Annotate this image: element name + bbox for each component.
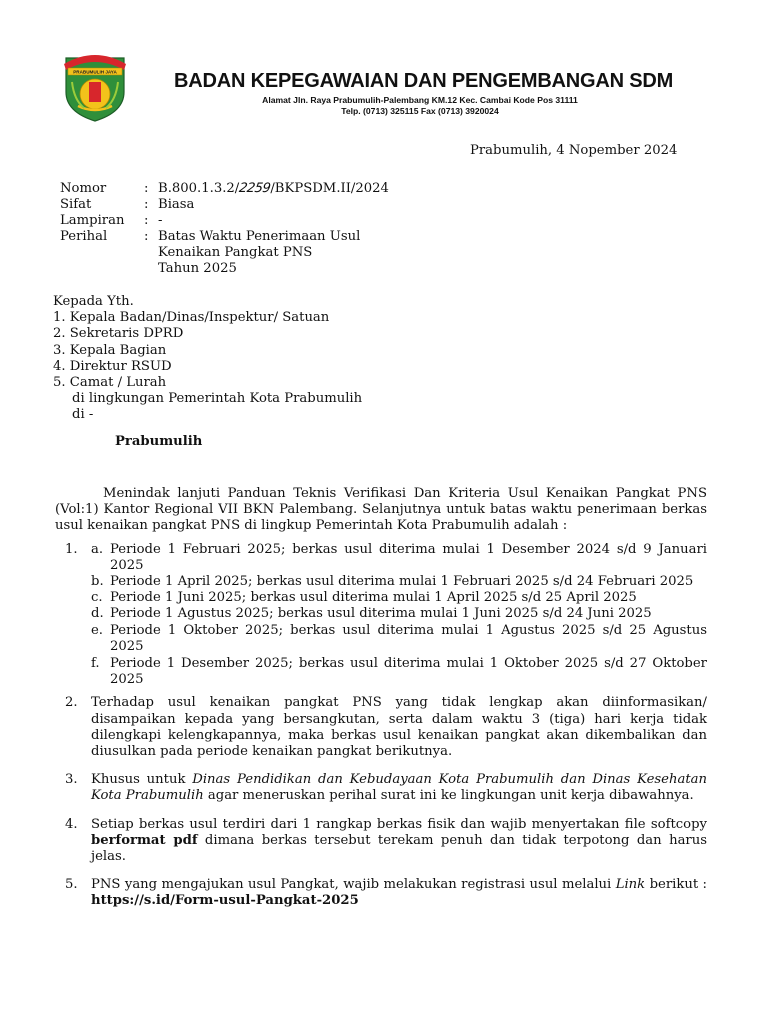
nomor-prefix: B.800.1.3.2/ — [158, 181, 240, 196]
lampiran-label: Lampiran — [60, 213, 125, 228]
period-item — [55, 656, 707, 688]
item-number: 4. — [65, 816, 78, 832]
recipient-item: 3. Kepala Bagian — [53, 342, 167, 358]
sifat-value: Biasa — [158, 197, 195, 212]
numbered-item-3 — [55, 772, 707, 804]
recipient-block — [53, 294, 362, 450]
period-item — [55, 542, 707, 574]
item-text: agar meneruskan perihal surat ini ke lingkungan unit kerja dibawahnya. — [203, 788, 694, 804]
item-text: PNS yang mengajukan usul Pangkat, wajib melakukan registrasi usul melalui — [91, 877, 616, 893]
period-text: Periode 1 Desember 2025; berkas usul diterima mulai 1 Oktober 2025 s/d 27 Oktober 2025 — [110, 656, 707, 688]
item-number: 5. — [65, 877, 78, 893]
perihal-label: Perihal — [60, 229, 108, 244]
period-text: Periode 1 Februari 2025; berkas usul diterima mulai 1 Desember 2024 s/d 9 Januari 2025 — [110, 541, 707, 573]
item-number: 2. — [65, 695, 78, 711]
institution-title: BADAN KEPEGAWAIAN DAN PENGEMBANGAN SDM — [174, 70, 674, 92]
lampiran-value: - — [158, 213, 163, 228]
field-nomor — [60, 181, 448, 197]
period-text: Periode 1 Agustus 2025; berkas usul diterima mulai 1 Juni 2025 s/d 24 Juni 2025 — [110, 606, 652, 622]
period-text: Periode 1 Oktober 2025; berkas usul diterima mulai 1 Agustus 2025 s/d 25 Agustus 2025 — [110, 622, 707, 654]
numbered-item-2 — [55, 695, 707, 760]
colon: : — [144, 197, 149, 212]
numbered-item-4 — [55, 817, 707, 866]
item-text: Terhadap usul kenaikan pangkat PNS yang tidak lengkap akan diinformasikan/ disampaikan kepada yang bersangkutan, serta dalam waktu 3 (tiga) hari kerja tidak dilengkapi kelengkapannya, maka berkas usul kenaikan pangkat akan dikembalikan dan diusulkan pada periode kenaikan pangkat berikutnya. — [91, 695, 707, 760]
period-item — [55, 623, 707, 655]
intro-paragraph: Menindak lanjuti Panduan Teknis Verifikasi Dan Kriteria Usul Kenaikan Pangkat PNS (Vol:1) Kantor Regional VII BKN Palembang. Selanjutnya untuk batas waktu penerimaan berkas usul kenaikan pangkat PNS di lingkup Pemerintah Kota Prabumulih adalah : — [55, 486, 707, 534]
period-item — [55, 574, 707, 590]
item-text-italic: Link — [615, 877, 646, 893]
item-text: Setiap berkas usul terdiri dari 1 rangkap berkas fisik dan wajib menyertakan file softcopy — [91, 816, 707, 832]
field-perihal — [60, 229, 448, 277]
registration-link[interactable]: https://s.id/Form-usul-Pangkat-2025 — [91, 893, 359, 909]
field-lampiran — [60, 213, 448, 229]
institution-phone: Telp. (0713) 325115 Fax (0713) 3920024 — [341, 106, 499, 116]
nomor-value — [158, 181, 448, 197]
handwritten-number: 2259 — [238, 181, 272, 196]
period-letter: d. — [91, 606, 104, 622]
period-letter: b. — [91, 574, 104, 590]
recipient-item: 4. Direktur RSUD — [53, 358, 172, 374]
item-text-bold: berformat pdf — [91, 832, 198, 848]
nomor-suffix: /BKPSDM.II/2024 — [270, 181, 389, 196]
logo-text: PRABUMULIH JAYA — [73, 69, 117, 75]
numbered-item-5 — [55, 877, 707, 909]
perihal-line: Tahun 2025 — [158, 261, 237, 276]
item-number: 1. — [65, 541, 78, 557]
period-item — [55, 590, 707, 606]
perihal-line: Kenaikan Pangkat PNS — [158, 245, 313, 260]
field-sifat — [60, 197, 448, 213]
nomor-label: Nomor — [60, 181, 107, 196]
period-letter: a. — [91, 541, 104, 557]
period-list — [55, 542, 707, 689]
perihal-line: Batas Waktu Penerimaan Usul — [158, 229, 361, 244]
colon: : — [144, 213, 149, 228]
letter-fields — [60, 181, 448, 277]
period-letter: f. — [91, 656, 100, 672]
recipient-item: 1. Kepala Badan/Dinas/Inspektur/ Satuan — [53, 310, 330, 326]
colon: : — [144, 181, 149, 196]
institution-address: Alamat Jln. Raya Prabumulih-Palembang KM.12 Kec. Cambai Kode Pos 31111 — [262, 95, 578, 105]
recipient-location: di lingkungan Pemerintah Kota Prabumulih — [72, 391, 363, 407]
greeting: Kepada Yth. — [53, 294, 134, 309]
item-text: berikut : — [645, 877, 707, 893]
colon: : — [144, 229, 149, 244]
recipient-city: Prabumulih — [115, 433, 203, 449]
recipient-item: 5. Camat / Lurah — [53, 375, 167, 391]
item-text-italic: Dinas Pendidikan dan Kebudayaan Kota Prabumulih dan Dinas Kesehatan Kota Prabumulih — [91, 772, 707, 804]
numbered-item-1 — [55, 542, 707, 689]
item-text: dimana berkas tersebut terekam penuh dan tidak terpotong dan harus jelas. — [91, 832, 707, 865]
period-letter: e. — [91, 622, 103, 638]
place-date: Prabumulih, 4 Nopember 2024 — [470, 143, 678, 158]
recipient-location: di - — [72, 407, 94, 423]
sifat-label: Sifat — [60, 197, 92, 212]
period-text: Periode 1 April 2025; berkas usul diterima mulai 1 Februari 2025 s/d 24 Februari 2025 — [110, 574, 694, 590]
perihal-value — [158, 229, 448, 277]
period-item — [55, 606, 707, 622]
item-text: Khusus untuk — [91, 772, 193, 788]
recipient-item: 2. Sekretaris DPRD — [53, 326, 184, 342]
letter-body — [55, 486, 707, 910]
period-letter: c. — [91, 590, 103, 606]
item-number: 3. — [65, 772, 78, 788]
period-text: Periode 1 Juni 2025; berkas usul diterima mulai 1 April 2025 s/d 25 April 2025 — [110, 590, 637, 606]
